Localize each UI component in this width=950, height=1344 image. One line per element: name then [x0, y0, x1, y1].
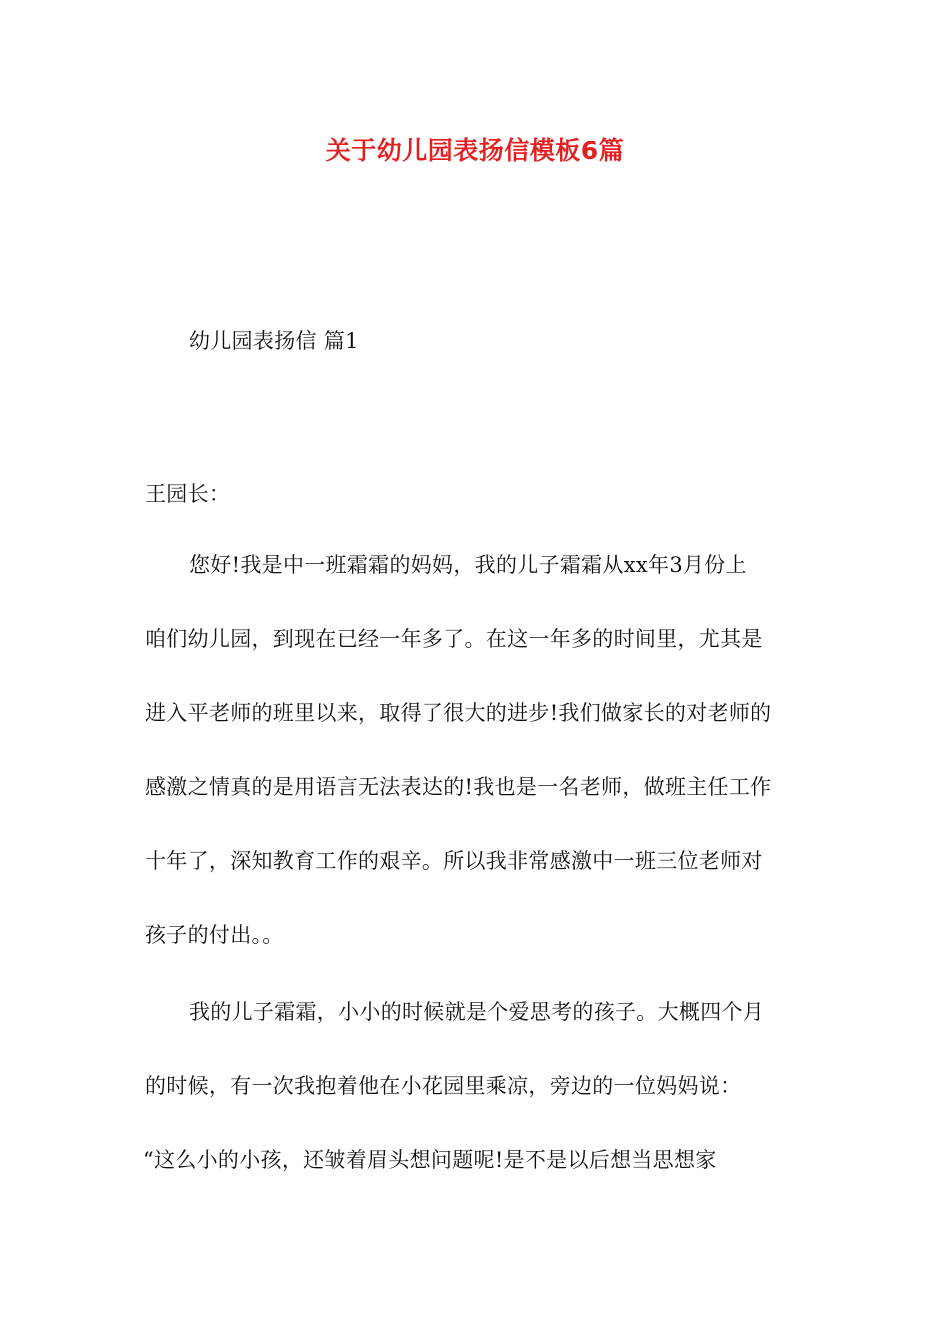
section-heading: 幼儿园表扬信 篇1 [189, 329, 359, 353]
body-line: 咱们幼儿园，到现在已经一年多了。在这一年多的时间里，尤其是 [145, 627, 763, 651]
body-line: “这么小的小孩，还皱着眉头想问题呢!是不是以后想当思想家 [143, 1148, 717, 1172]
body-line: 十年了，深知教育工作的艰辛。所以我非常感激中一班三位老师对 [145, 849, 763, 873]
body-line: 进入平老师的班里以来，取得了很大的进步!我们做家长的对老师的 [145, 701, 772, 725]
body-line: 的时候，有一次我抱着他在小花园里乘凉，旁边的一位妈妈说： [145, 1074, 742, 1098]
body-line: 我的儿子霜霜，小小的时候就是个爱思考的孩子。大概四个月 [189, 1000, 765, 1024]
body-line: 孩子的付出。。 [145, 923, 284, 947]
salutation: 王园长： [145, 482, 231, 506]
body-line: 您好!我是中一班霜霜的妈妈，我的儿子霜霜从xx年3月份上 [189, 553, 747, 577]
document-title: 关于幼儿园表扬信模板6篇 [325, 136, 625, 165]
body-line: 感激之情真的是用语言无法表达的!我也是一名老师，做班主任工作 [145, 775, 772, 799]
